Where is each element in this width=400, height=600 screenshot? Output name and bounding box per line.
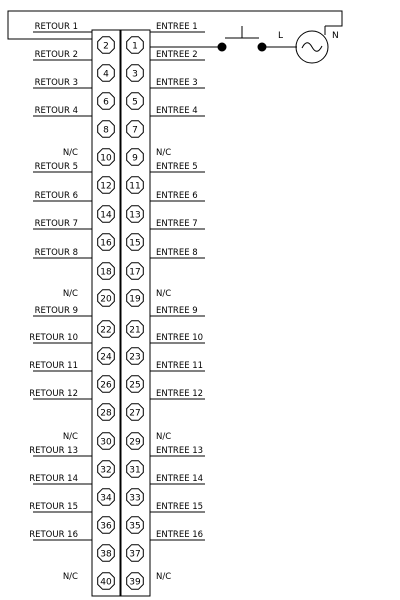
entree-label: ENTREE 15 <box>156 502 204 512</box>
terminal-row <box>33 219 205 250</box>
terminal-number-even: 6 <box>103 97 109 108</box>
terminal-number-even: 36 <box>100 521 112 532</box>
terminal-row <box>29 474 205 505</box>
retour-label: RETOUR 12 <box>29 389 78 399</box>
retour-label: RETOUR 15 <box>29 502 78 512</box>
terminal-number-odd: 7 <box>132 125 138 136</box>
terminal-number-odd: 19 <box>129 294 141 305</box>
terminal-row <box>33 22 205 53</box>
ac-source-icon <box>296 31 328 63</box>
entree-label: ENTREE 8 <box>156 248 198 258</box>
terminal-number-even: 28 <box>100 408 112 419</box>
terminal-row <box>33 191 205 222</box>
entree-label: ENTREE 5 <box>156 162 198 172</box>
terminal-number-even: 30 <box>100 437 112 448</box>
terminal-row <box>29 446 205 477</box>
retour-label: RETOUR 2 <box>34 50 78 60</box>
terminal-number-odd: 25 <box>129 380 141 391</box>
retour-label: RETOUR 6 <box>34 191 78 201</box>
terminal-number-even: 18 <box>100 267 112 278</box>
terminal-number-even: 20 <box>100 294 112 305</box>
terminal-row <box>33 50 205 81</box>
line-label: L <box>278 31 284 41</box>
terminal-number-odd: 5 <box>132 97 138 108</box>
entree-label: N/C <box>156 289 172 299</box>
switch-contact-left <box>218 43 226 51</box>
terminal-column-odd <box>121 30 150 596</box>
terminal-number-even: 10 <box>100 153 112 164</box>
terminal-row <box>33 78 205 109</box>
terminal-number-odd: 17 <box>129 267 141 278</box>
retour-label: RETOUR 16 <box>29 530 78 540</box>
retour-label: RETOUR 5 <box>34 162 78 172</box>
terminal-number-odd: 23 <box>129 352 141 363</box>
entree-label: ENTREE 11 <box>156 361 204 371</box>
terminal-number-odd: 27 <box>129 408 141 419</box>
terminal-number-even: 26 <box>100 380 112 391</box>
terminal-number-odd: 9 <box>132 153 138 164</box>
terminal-number-odd: 37 <box>129 549 141 560</box>
retour-label: N/C <box>62 148 78 158</box>
terminal-number-even: 40 <box>100 577 112 588</box>
terminal-number-odd: 21 <box>129 325 141 336</box>
retour-label: N/C <box>62 289 78 299</box>
entree-label: ENTREE 7 <box>156 219 198 229</box>
terminal-row <box>29 389 205 420</box>
retour-label: RETOUR 14 <box>29 474 78 484</box>
terminal-row <box>63 289 171 306</box>
entree-label: ENTREE 14 <box>156 474 204 484</box>
entree-label: ENTREE 9 <box>156 306 198 316</box>
neutral-label: N <box>332 31 339 41</box>
terminal-row <box>33 248 205 279</box>
terminal-row <box>63 572 171 589</box>
retour-label: RETOUR 1 <box>34 22 78 32</box>
terminal-number-even: 34 <box>100 493 112 504</box>
entree-label: ENTREE 3 <box>156 78 198 88</box>
terminal-number-even: 32 <box>100 465 112 476</box>
entree-label: N/C <box>156 572 172 582</box>
terminal-number-odd: 39 <box>129 577 141 588</box>
terminal-row <box>33 106 205 137</box>
terminal-column-even <box>92 30 120 596</box>
retour-label: RETOUR 8 <box>34 248 78 258</box>
terminal-number-even: 22 <box>100 325 112 336</box>
terminal-number-even: 4 <box>103 69 109 80</box>
terminal-number-even: 14 <box>100 210 112 221</box>
terminal-number-odd: 29 <box>129 437 141 448</box>
terminal-row <box>29 333 205 364</box>
terminal-number-even: 2 <box>103 41 109 52</box>
terminal-row <box>29 361 205 392</box>
terminal-block <box>92 30 150 596</box>
entree-label: ENTREE 12 <box>156 389 204 399</box>
terminal-rows <box>29 22 205 589</box>
push-button-switch-icon <box>225 26 259 38</box>
retour-label: RETOUR 3 <box>34 78 78 88</box>
entree-label: N/C <box>156 148 172 158</box>
terminal-number-even: 16 <box>100 238 112 249</box>
retour-label: RETOUR 11 <box>29 361 78 371</box>
terminal-number-odd: 15 <box>129 238 141 249</box>
entree-label: ENTREE 6 <box>156 191 198 201</box>
terminal-number-even: 24 <box>100 352 112 363</box>
entree-label: ENTREE 10 <box>156 333 204 343</box>
entree-label: ENTREE 4 <box>156 106 198 116</box>
entree-label: ENTREE 13 <box>156 446 204 456</box>
terminal-number-odd: 3 <box>132 69 138 80</box>
terminal-number-odd: 31 <box>129 465 141 476</box>
retour-label: RETOUR 13 <box>29 446 78 456</box>
terminal-number-even: 38 <box>100 549 112 560</box>
terminal-row <box>33 162 205 193</box>
entree-label: ENTREE 2 <box>156 50 198 60</box>
retour-label: RETOUR 10 <box>29 333 78 343</box>
terminal-row <box>29 502 205 533</box>
entree-label: ENTREE 16 <box>156 530 204 540</box>
terminal-row <box>63 432 171 449</box>
entree-label: ENTREE 1 <box>156 22 198 32</box>
retour-label: N/C <box>62 432 78 442</box>
terminal-number-odd: 33 <box>129 493 141 504</box>
terminal-number-even: 12 <box>100 181 112 192</box>
terminal-number-odd: 13 <box>129 210 141 221</box>
entree-label: N/C <box>156 432 172 442</box>
retour-label: RETOUR 7 <box>34 219 78 229</box>
retour-label: RETOUR 9 <box>34 306 78 316</box>
retour-label: N/C <box>62 572 78 582</box>
terminal-number-even: 8 <box>103 125 109 136</box>
terminal-number-odd: 11 <box>129 181 141 192</box>
terminal-number-odd: 1 <box>132 41 138 52</box>
terminal-number-odd: 35 <box>129 521 141 532</box>
terminal-row <box>63 148 171 165</box>
retour-label: RETOUR 4 <box>34 106 78 116</box>
terminal-row <box>29 530 205 561</box>
